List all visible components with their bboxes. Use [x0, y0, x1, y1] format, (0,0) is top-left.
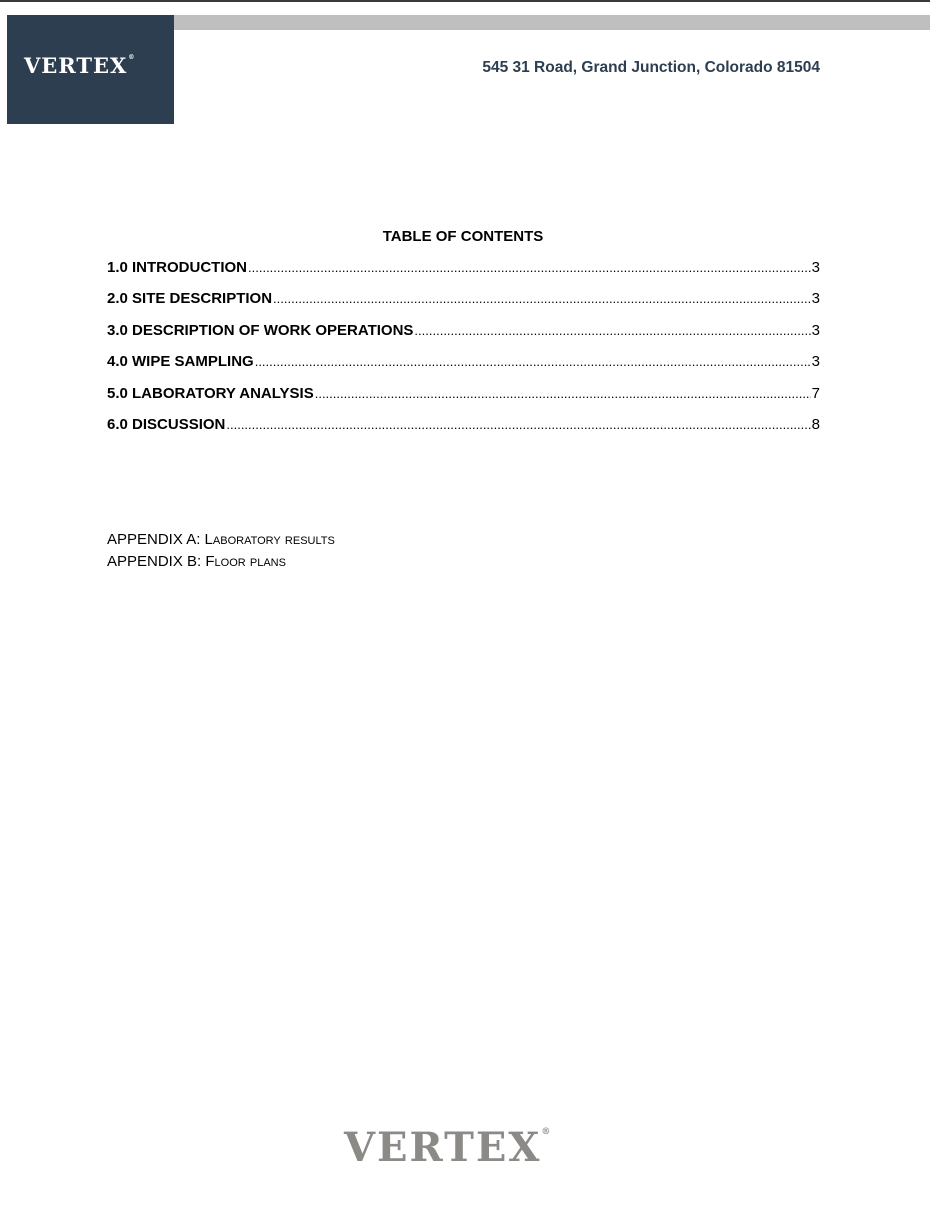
toc-entry-page: 7	[811, 384, 820, 402]
toc-entry[interactable]	[107, 385, 820, 416]
toc-entry-page: 3	[811, 259, 820, 276]
toc-entry[interactable]	[107, 416, 820, 447]
toc-title: TABLE OF CONTENTS	[382, 228, 544, 245]
toc-entry[interactable]	[107, 353, 820, 384]
company-address: 545 31 Road, Grand Junction, Colorado 81504	[482, 59, 820, 76]
appendix-item	[107, 529, 335, 551]
toc-entry[interactable]	[107, 290, 820, 321]
toc-entry-page: 3	[811, 290, 820, 308]
header-band	[174, 15, 930, 30]
toc-entry-label: 4.0 WIPE SAMPLING	[107, 353, 254, 371]
footer-logo-registered-mark: ®	[541, 1127, 553, 1137]
toc-leader-dots	[315, 386, 811, 401]
toc-leader-dots	[414, 323, 810, 338]
footer-logo-wordmark: VERTEX	[344, 1124, 542, 1171]
toc-entry-page: 3	[811, 321, 820, 339]
toc-entry-label: 6.0 DISCUSSION	[107, 415, 226, 433]
toc-entry-label: 3.0 DESCRIPTION OF WORK OPERATIONS	[107, 321, 414, 339]
appendix-title: Laboratory results	[204, 531, 335, 548]
toc-entry-label: 1.0 INTRODUCTION	[107, 259, 248, 276]
header-logo-wordmark: VERTEX	[24, 53, 128, 78]
table-of-contents	[107, 259, 820, 447]
toc-leader-dots	[255, 354, 811, 369]
toc-entry-page: 8	[811, 415, 820, 433]
appendix-prefix: APPENDIX B:	[107, 553, 206, 570]
header-logo-registered-mark: ®	[128, 54, 136, 61]
toc-leader-dots	[226, 417, 810, 432]
appendix-prefix: APPENDIX A:	[107, 531, 205, 548]
toc-leader-dots	[248, 260, 811, 275]
appendix-list	[107, 529, 335, 573]
toc-entry-label: 5.0 LABORATORY ANALYSIS	[107, 384, 314, 402]
toc-entry[interactable]	[107, 259, 820, 290]
appendix-item	[107, 551, 335, 573]
appendix-title: Floor plans	[205, 553, 286, 570]
header-logo	[7, 15, 174, 124]
toc-entry[interactable]	[107, 322, 820, 353]
footer-logo	[344, 1124, 553, 1171]
top-rule	[0, 0, 930, 2]
toc-entry-label: 2.0 SITE DESCRIPTION	[107, 290, 273, 308]
toc-leader-dots	[273, 291, 811, 306]
header-logo-text	[24, 55, 135, 76]
toc-entry-page: 3	[811, 353, 820, 371]
